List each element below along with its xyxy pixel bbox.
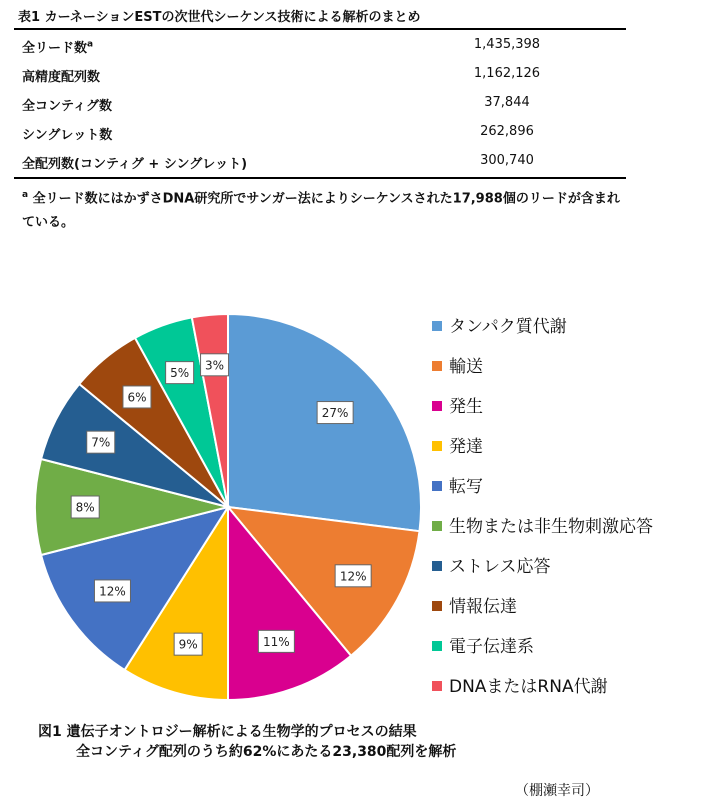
slice-label-text: 8%: [75, 500, 95, 515]
row-label: 全リード数: [22, 41, 88, 56]
row-value: 1,162,126: [473, 66, 541, 81]
legend-swatch: [432, 521, 442, 531]
legend-item: [425, 472, 705, 512]
slice-label-text: 3%: [205, 358, 225, 373]
table-row: [22, 92, 622, 118]
legend-swatch: [432, 361, 442, 371]
row-label: シングレット数: [22, 128, 113, 143]
legend-item: [425, 312, 705, 352]
legend-item: [425, 552, 705, 592]
row-value: 1,435,398: [473, 37, 541, 52]
legend-swatch: [432, 481, 442, 491]
chart-legend: [425, 312, 705, 712]
slice-label-text: 7%: [91, 435, 111, 450]
footnote-text: 全リード数にはかずさDNA研究所でサンガー法によりシーケンスされた17,988個のリードが含まれている。: [22, 191, 620, 231]
legend-label: 転写: [449, 477, 483, 497]
legend-swatch: [432, 401, 442, 411]
legend-item: [425, 592, 705, 632]
legend-swatch: [432, 641, 442, 651]
table-title: 表1 カーネーションESTの次世代シーケンス技術による解析のまとめ: [18, 10, 421, 25]
legend-label: ストレス応答: [449, 557, 551, 577]
legend-label: DNAまたはRNA代謝: [449, 677, 608, 697]
row-value: 37,844: [484, 95, 530, 110]
legend-item: [425, 632, 705, 672]
row-label: 高精度配列数: [22, 70, 101, 85]
slice-label-text: 11%: [263, 634, 290, 649]
legend-item: [425, 512, 705, 552]
slice-label: [317, 402, 353, 424]
slice-label: [174, 633, 202, 655]
slice-label-text: 27%: [321, 406, 349, 421]
footnote-mark: a: [87, 39, 94, 50]
legend-swatch: [432, 441, 442, 451]
slice-label: [87, 431, 115, 453]
legend-item: [425, 672, 705, 712]
legend-label: 発達: [449, 437, 483, 457]
slice-label: [123, 386, 151, 408]
pie-chart: [0, 300, 425, 720]
table-bottom-rule: [14, 177, 626, 179]
legend-label: タンパク質代謝: [449, 317, 567, 337]
legend-label: 情報伝達: [449, 597, 517, 617]
slice-label-text: 5%: [170, 366, 190, 381]
row-label: 全コンティグ数: [22, 99, 112, 114]
legend-item: [425, 392, 705, 432]
caption-line-1: 図1 遺伝子オントロジー解析による生物学的プロセスの結果: [38, 724, 417, 740]
legend-label: 電子伝達系: [449, 637, 534, 657]
legend-label: 輸送: [449, 357, 483, 377]
table-row: [22, 34, 622, 60]
table-row: [22, 63, 622, 89]
legend-item: [425, 352, 705, 392]
legend-swatch: [432, 561, 442, 571]
legend-label: 生物または非生物刺激応答: [449, 517, 653, 537]
table-row: [22, 150, 622, 176]
slice-label-text: 12%: [99, 584, 126, 599]
row-value: 262,896: [480, 124, 534, 139]
legend-item: [425, 432, 705, 472]
table-footnote: [22, 183, 632, 235]
footnote-mark: a: [22, 190, 29, 200]
caption-line-2: 全コンティグ配列のうち約62%にあたる23,380配列を解析: [76, 744, 457, 760]
slice-label: [71, 496, 99, 518]
slice-label: [201, 354, 229, 376]
legend-swatch: [432, 681, 442, 691]
legend-swatch: [432, 321, 442, 331]
slice-label-text: 6%: [127, 390, 147, 405]
figure-caption: [38, 722, 456, 762]
slice-label: [258, 630, 294, 652]
slice-label: [335, 565, 371, 587]
table-top-rule: [14, 28, 626, 30]
table-row: [22, 121, 622, 147]
legend-label: 発生: [449, 397, 483, 417]
author-credit: （棚瀬幸司）: [515, 783, 599, 799]
row-value: 300,740: [480, 153, 534, 168]
slice-label: [94, 580, 130, 602]
slice-label-text: 12%: [339, 569, 367, 584]
legend-swatch: [432, 601, 442, 611]
slice-label: [166, 362, 194, 384]
slice-label-text: 9%: [178, 637, 198, 652]
row-label: 全配列数(コンティグ + シングレット): [22, 157, 248, 172]
